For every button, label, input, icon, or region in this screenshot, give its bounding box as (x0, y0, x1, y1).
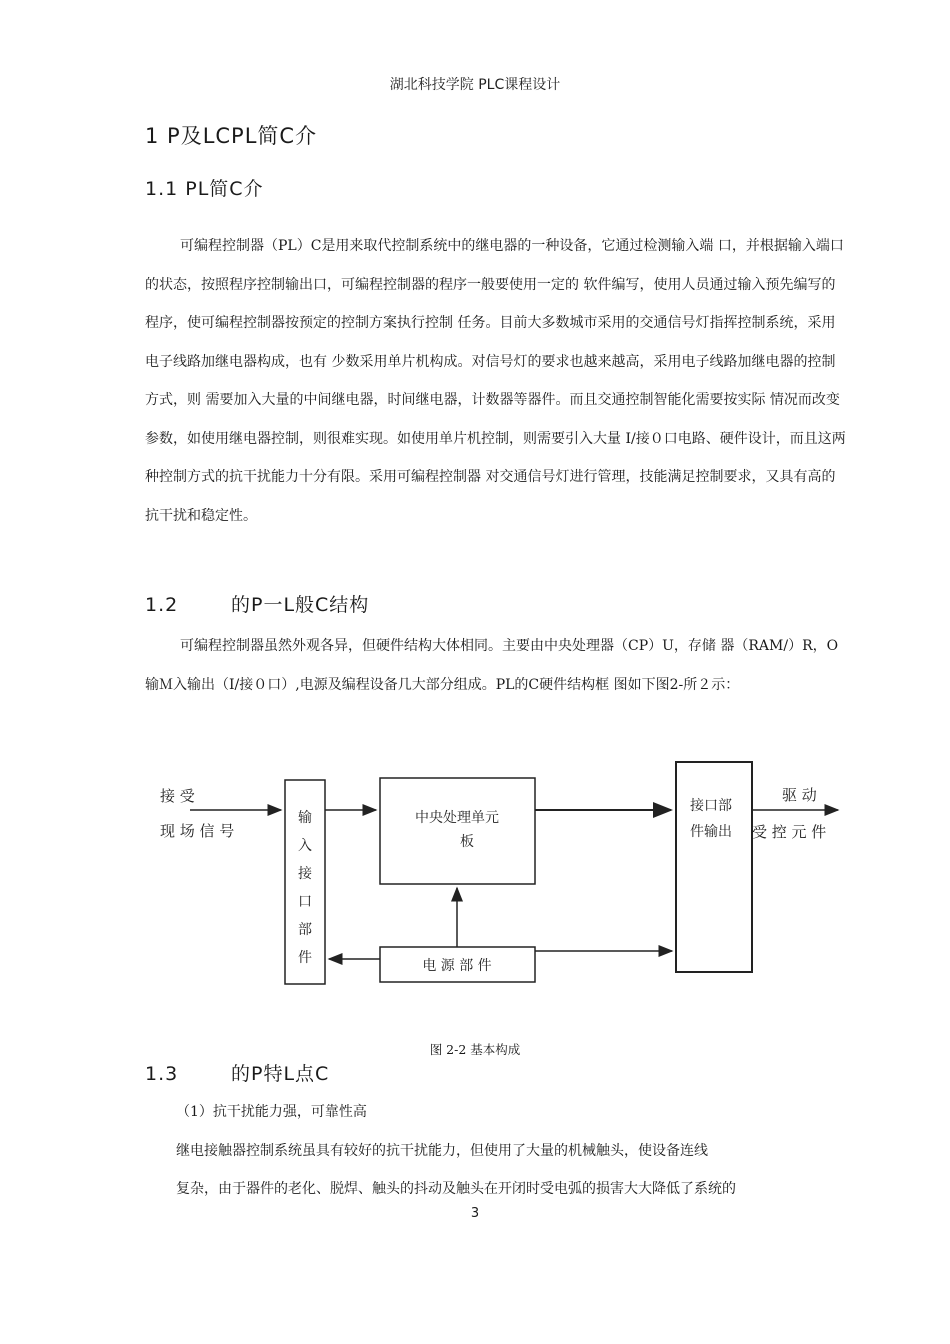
input-label-line1: 接 受 (160, 787, 195, 805)
body-line-1: 继电接触器控制系统虽具有较好的抗干扰能力，但使用了大量的机械触头，使设备连线 (176, 1143, 708, 1159)
cpu-label-line1: 中央处理单元 (415, 810, 499, 826)
section-1-3-title: 的P特L点C (231, 1063, 330, 1085)
cpu-board-block (380, 778, 535, 884)
section-1-3-number: 1.3 (145, 1063, 179, 1085)
section-1-2-heading (145, 590, 369, 617)
input-block-char-3: 接 (298, 866, 312, 882)
paragraph-plc-intro (145, 227, 847, 535)
section-1-1-title: PL简C介 (185, 178, 264, 200)
section-1-2-title: 的P一L般C结构 (231, 594, 370, 616)
drive-label-line1: 驱 动 (782, 786, 817, 804)
input-block-char-5: 部 (298, 922, 312, 938)
cpu-label-line2: 板 (460, 834, 474, 850)
feature-item-1: （1）抗干扰能力强，可靠性高 (176, 1104, 367, 1120)
drive-label-line2: 受 控 元 件 (752, 823, 827, 841)
output-interface-block (676, 762, 752, 972)
paragraph-plc-intro-text: 可编程控制器（PL）C是用来取代控制系统中的继电器的一种设备，它通过检测输入端 口，并根据输入端口的状态，按照程序控制输出口，可编程控制器的程序一般要使用一定的 软件编写，使用人员通过输入预先编写的程序，使可编程控制器按预定的控制方案执行控制 任务。目前大多数城市采用的交通信号灯指挥控制系统，采用电子线路加继电器构成，也有 少数采用单片机构成。对信号灯的要求也越来越高，采用电子线路加继电器的控制方式，则 需要加入大量的中间继电器，时间继电器，计数器等器件。而且交通控制智能化需要按实际 情况而改变参数，如使用继电器控制，则很难实现。如使用单片机控制，则需要引入大量 I/接０口电路、硬件设计，而且这两种控制方式的抗干扰能力十分有限。采用可编程控制器 对交通信号灯进行管理，技能满足控制要求，又具有高的抗干扰和稳定性。 (145, 238, 846, 524)
paragraph-plc-structure (145, 627, 847, 704)
running-header: 湖北科技学院 PLC课程设计 (389, 77, 561, 93)
paragraph-plc-structure-text: 可编程控制器虽然外观各异，但硬件结构大体相同。主要由中央处理器（CP）U，存储 器（RAM/）R，O输Ｍ入输出（I/接０口）,电源及编程设备几大部分组成。PL的C硬件结构框 图如下图2-所２示： (145, 638, 839, 693)
body-line-2: 复杂，由于器件的老化、脱焊、触头的抖动及触头在开闭时受电弧的损害大大降低了系统的 (176, 1181, 736, 1197)
section-1-title: 1 P及LCPL简C介 (145, 124, 318, 148)
plc-block-diagram (140, 750, 850, 990)
section-1-2-number: 1.2 (145, 594, 179, 616)
section-1-1-number: 1.1 (145, 178, 179, 200)
section-1-1-heading (145, 174, 264, 201)
input-block-char-1: 输 (298, 810, 312, 826)
section-1-3-heading (145, 1059, 329, 1086)
page-number: 3 (470, 1206, 480, 1221)
power-label: 电 源 部 件 (422, 958, 492, 974)
input-block-char-4: 口 (298, 894, 312, 910)
output-label-line1: 接口部 (690, 798, 732, 814)
output-label-line2: 件输出 (690, 824, 732, 840)
input-block-char-2: 入 (298, 838, 312, 854)
figure-caption: 图 2-2 基本构成 (429, 1042, 521, 1057)
input-label-line2: 现 场 信 号 (160, 822, 235, 840)
input-block-char-6: 件 (298, 950, 312, 966)
